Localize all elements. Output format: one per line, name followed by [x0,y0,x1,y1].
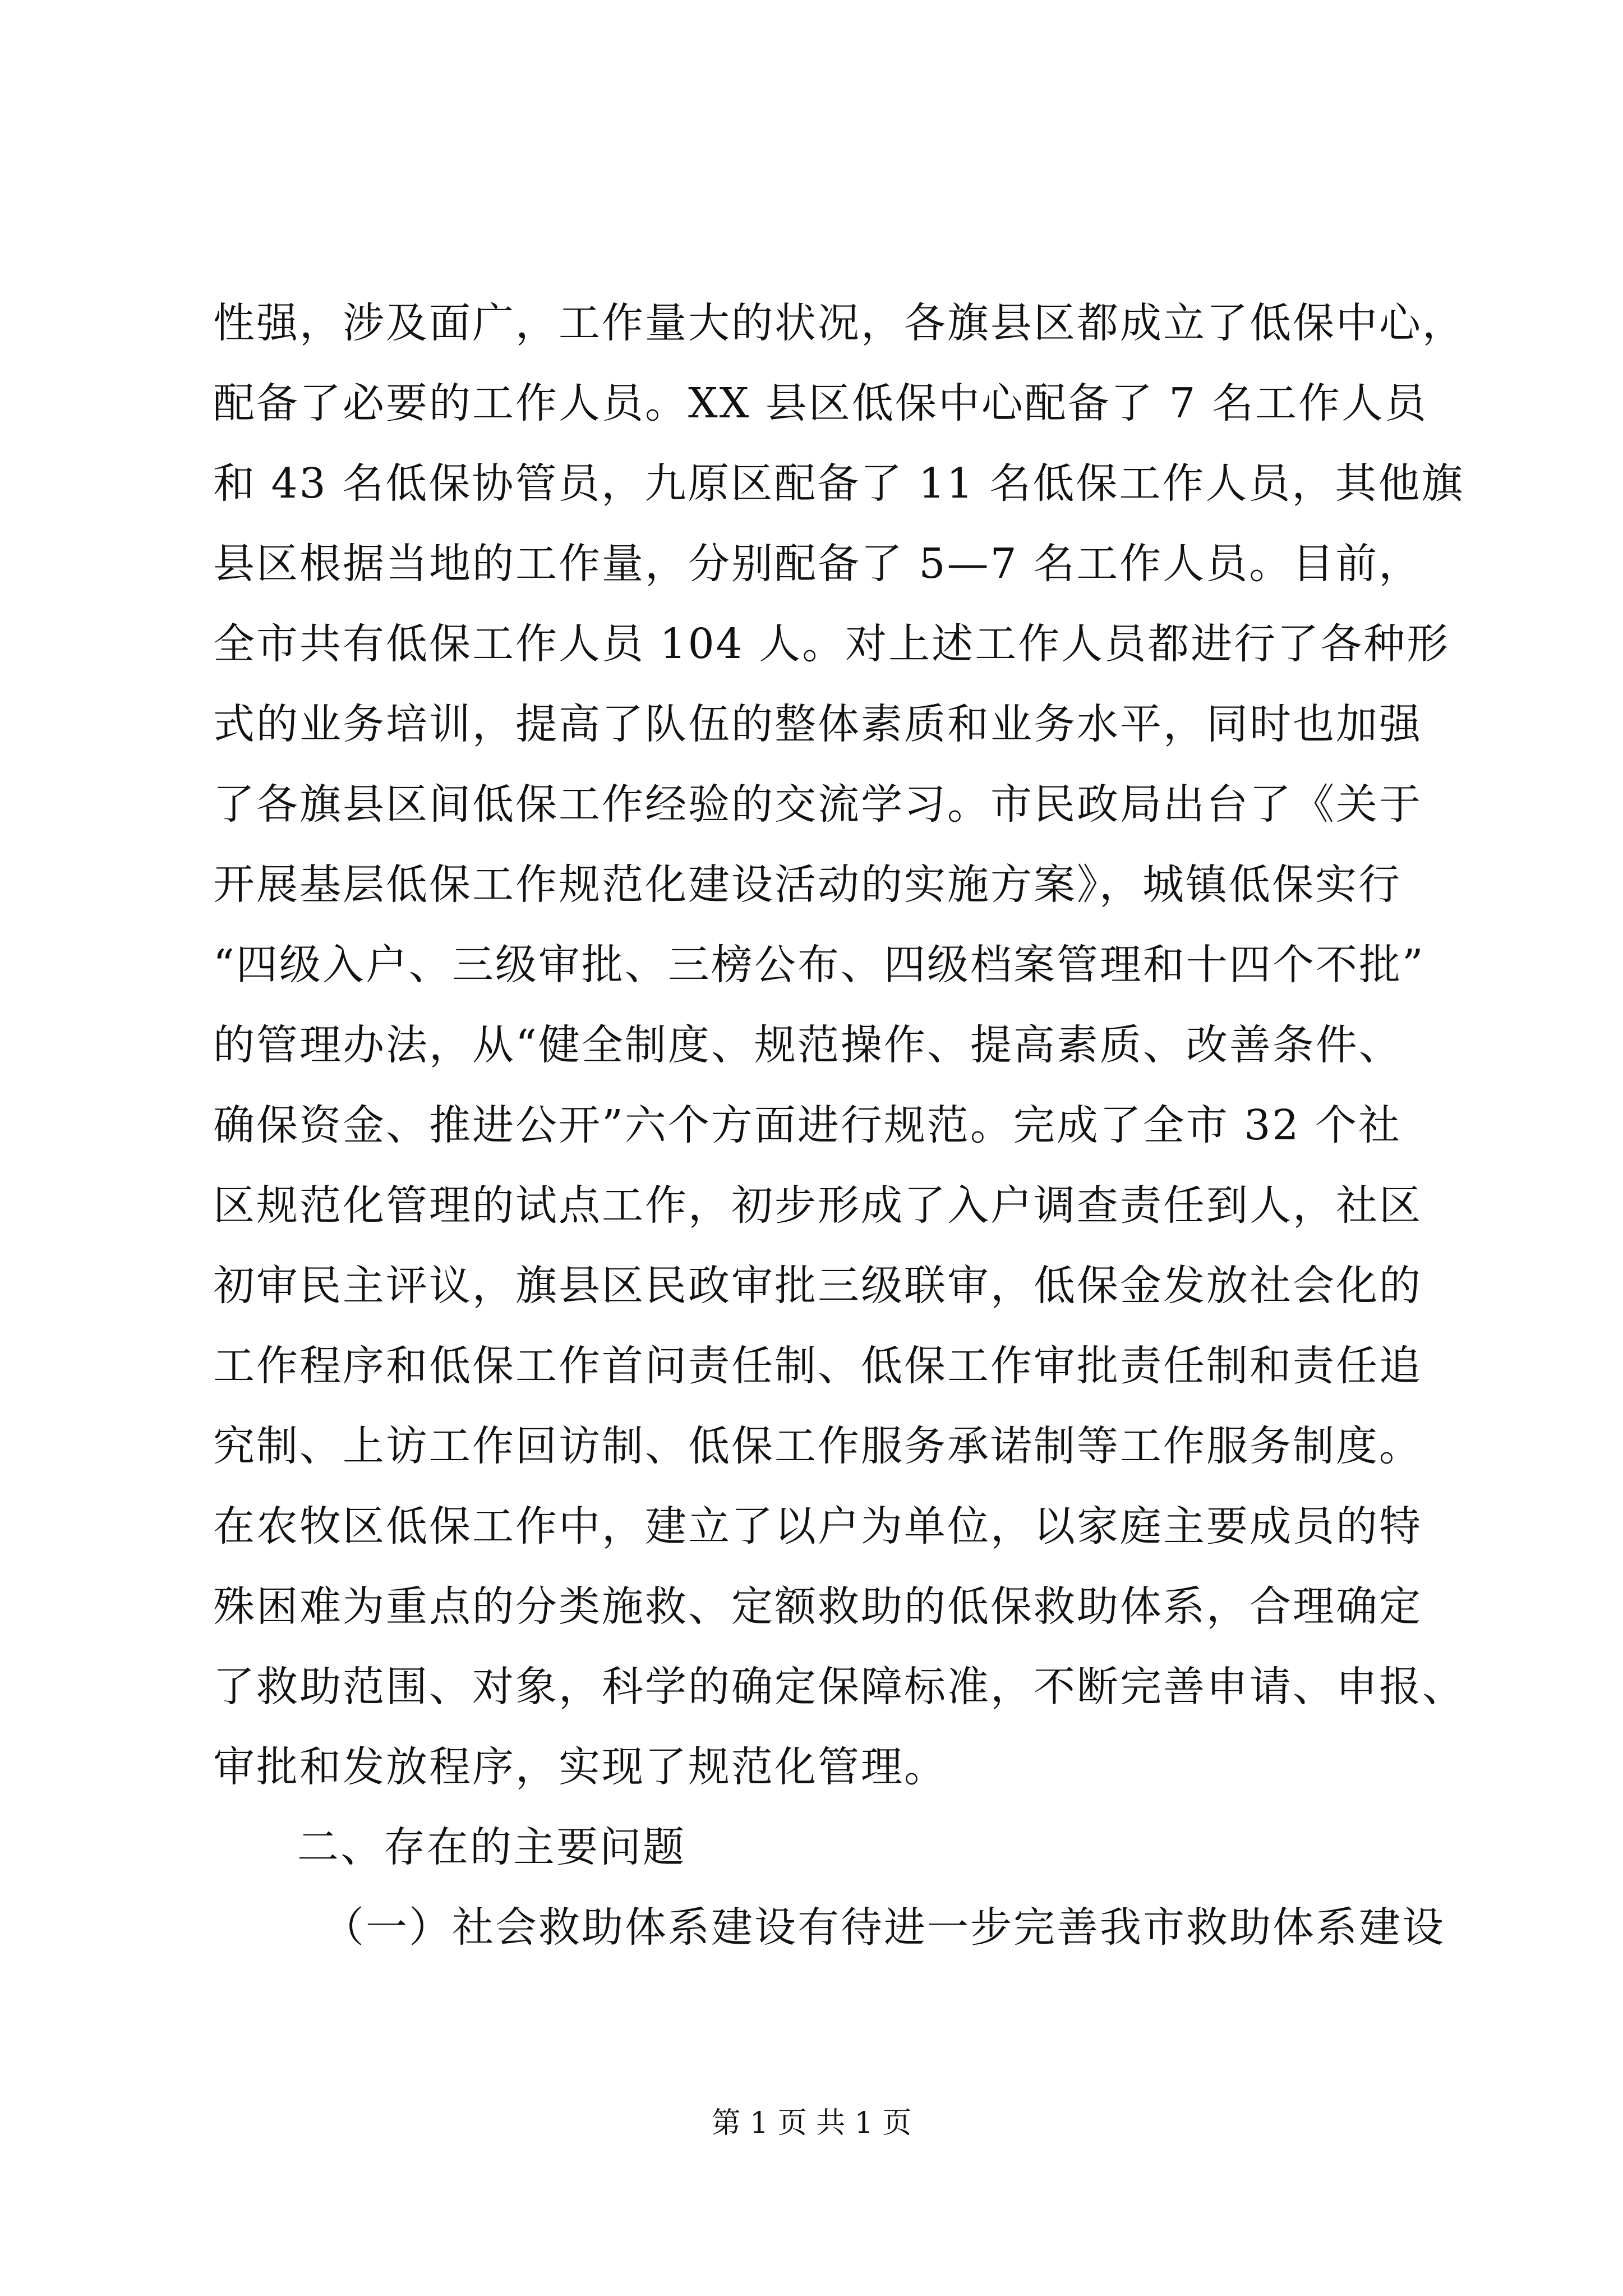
paragraph-line: 确保资金、推进公开”六个方面进行规范。完成了全市 32 个社 [213,1101,1402,1149]
paragraph-line: 县区根据当地的工作量，分别配备了 5—7 名工作人员。目前， [213,540,1422,588]
paragraph-line: 式的业务培训，提高了队伍的整体素质和业务水平，同时也加强 [213,700,1422,748]
paragraph-line: “四级入户、三级审批、三榜公布、四级档案管理和十四个不批” [213,941,1425,989]
paragraph-line: 了各旗县区间低保工作经验的交流学习。市民政局出台了《关于 [213,780,1422,829]
paragraph-line: 的管理办法，从“健全制度、规范操作、提高素质、改善条件、 [213,1021,1402,1069]
paragraph-line: 究制、上访工作回访制、低保工作服务承诺制等工作服务制度。 [213,1422,1422,1470]
paragraph-line: 初审民主评议，旗县区民政审批三级联审，低保金发放社会化的 [213,1262,1422,1310]
paragraph-line: 配备了必要的工作人员。XX 县区低保中心配备了 7 名工作人员 [213,379,1428,427]
subsection-heading: （一）社会救助体系建设有待进一步完善我市救助体系建设 [322,1903,1445,1952]
document-body [213,283,1465,1968]
paragraph-line: 性强，涉及面广，工作量大的状况，各旗县区都成立了低保中心， [213,299,1465,347]
paragraph-line: 全市共有低保工作人员 104 人。对上述工作人员都进行了各种形 [213,620,1450,668]
paragraph-line: 了救助范围、对象，科学的确定保障标准，不断完善申请、申报、 [213,1663,1465,1711]
paragraph-line: 开展基层低保工作规范化建设活动的实施方案》，城镇低保实行 [213,861,1401,909]
paragraph-line: 区规范化管理的试点工作，初步形成了入户调查责任到人，社区 [213,1181,1422,1230]
page-footer: 第 1 页 共 1 页 [711,2106,912,2140]
paragraph-line: 审批和发放程序，实现了规范化管理。 [213,1743,947,1791]
paragraph-line: 和 43 名低保协管员，九原区配备了 11 名低保工作人员，其他旗 [213,459,1465,508]
paragraph-line: 工作程序和低保工作首问责任制、低保工作审批责任制和责任追 [213,1342,1422,1390]
paragraph-line: 在农牧区低保工作中，建立了以户为单位，以家庭主要成员的特 [213,1502,1422,1550]
paragraph-line: 殊困难为重点的分类施救、定额救助的低保救助体系，合理确定 [213,1582,1422,1631]
section-heading: 二、存在的主要问题 [297,1823,686,1871]
